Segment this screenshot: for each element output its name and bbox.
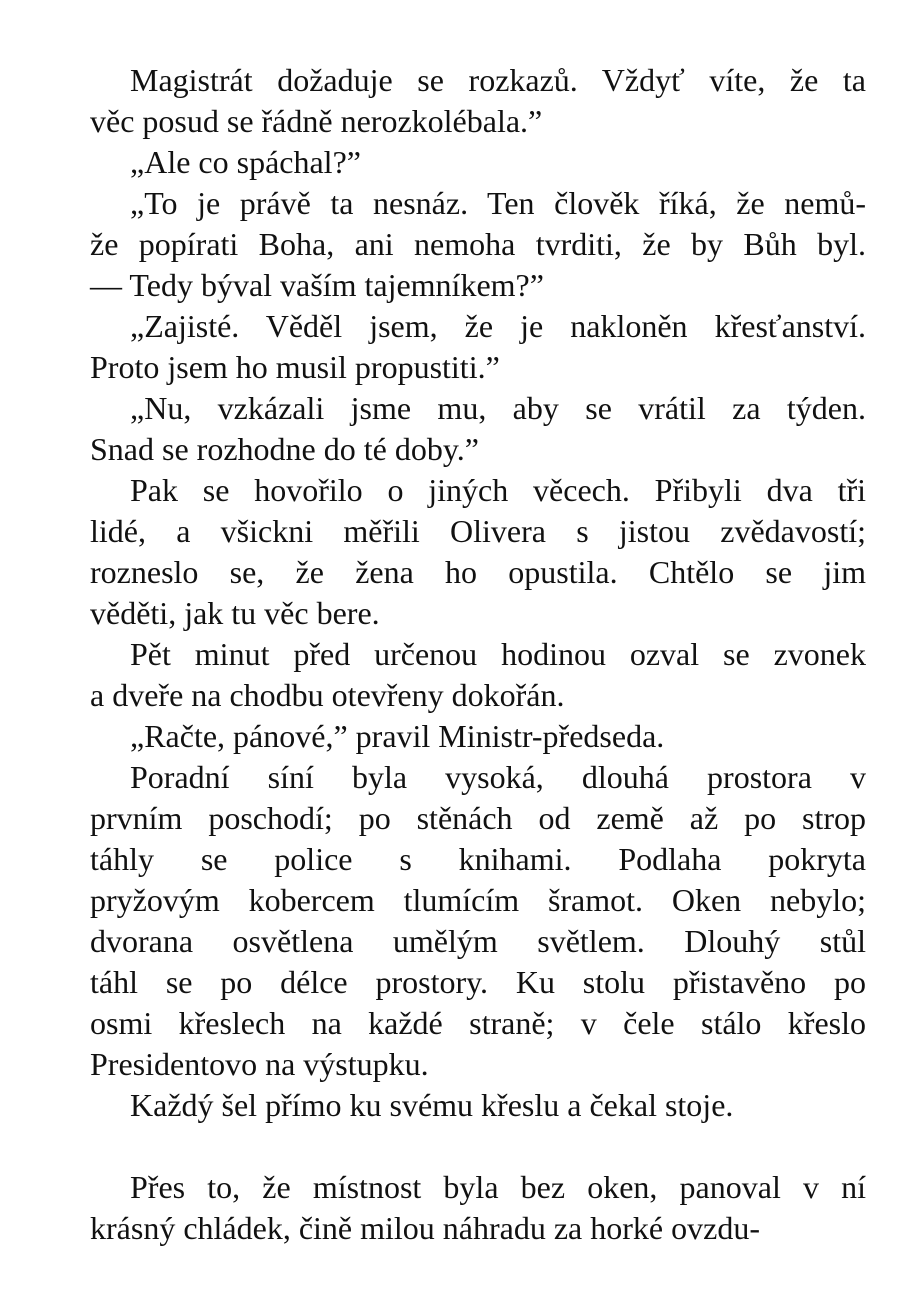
text-line: pryžovým kobercem tlumícím šramot. Oken nebylo; — [90, 882, 866, 918]
text-line: Přes to, že místnost byla bez oken, panoval v ní — [130, 1169, 866, 1205]
paragraph — [50, 306, 866, 388]
text-line: věc posud se řádně nerozkolébala.” — [90, 103, 543, 139]
text-line: „To je právě ta nesnáz. Ten člověk říká, že nemů- — [130, 185, 866, 221]
paragraph — [50, 142, 866, 183]
text-line: — Tedy býval vaším tajemníkem?” — [90, 267, 544, 303]
text-line: táhly se police s knihami. Podlaha pokryta — [90, 841, 866, 877]
text-line: Magistrát dožaduje se rozkazů. Vždyť víte, že ta — [130, 62, 866, 98]
text-line: rozneslo se, že žena ho opustila. Chtělo se jim — [90, 554, 866, 590]
text-line: prvním poschodí; po stěnách od země až po strop — [90, 800, 866, 836]
text-line: „Ale co spáchal?” — [130, 144, 361, 180]
paragraph — [50, 183, 866, 306]
text-line: Poradní síní byla vysoká, dlouhá prostora v — [130, 759, 866, 795]
paragraph — [50, 716, 866, 757]
text-line: „Račte, pánové,” pravil Ministr-předseda. — [130, 718, 665, 754]
text-line: Pak se hovořilo o jiných věcech. Přibyli dva tři — [130, 472, 866, 508]
text-line: Každý šel přímo ku svému křeslu a čekal stoje. — [130, 1087, 734, 1123]
page-body — [50, 60, 866, 1249]
text-section-after-break — [50, 1167, 866, 1249]
text-line: táhl se po délce prostory. Ku stolu přistavěno po — [90, 964, 866, 1000]
paragraph — [50, 1167, 866, 1249]
paragraph — [50, 388, 866, 470]
text-line: že popírati Boha, ani nemoha tvrditi, že by Bůh byl. — [90, 226, 866, 262]
text-line: osmi křeslech na každé straně; v čele stálo křeslo — [90, 1005, 866, 1041]
text-line: krásný chládek, čině milou náhradu za horké ovzdu- — [90, 1210, 760, 1246]
text-line: dvorana osvětlena umělým světlem. Dlouhý stůl — [90, 923, 866, 959]
text-line: lidé, a všickni měřili Olivera s jistou zvědavostí; — [90, 513, 866, 549]
text-line: Snad se rozhodne do té doby.” — [90, 431, 479, 467]
text-line: Pět minut před určenou hodinou ozval se zvonek — [130, 636, 866, 672]
paragraph — [50, 470, 866, 634]
paragraph — [50, 1085, 866, 1126]
paragraph — [50, 60, 866, 142]
text-line: Proto jsem ho musil propustiti.” — [90, 349, 500, 385]
section-break — [50, 1126, 866, 1167]
text-line: Presidentovo na výstupku. — [90, 1046, 429, 1082]
text-line: věděti, jak tu věc bere. — [90, 595, 380, 631]
text-line: „Zajisté. Věděl jsem, že je nakloněn křesťanství. — [130, 308, 866, 344]
text-line: a dveře na chodbu otevřeny dokořán. — [90, 677, 565, 713]
paragraph — [50, 757, 866, 1085]
paragraph — [50, 634, 866, 716]
text-line: „Nu, vzkázali jsme mu, aby se vrátil za týden. — [130, 390, 866, 426]
text-section-before-break — [50, 60, 866, 1126]
